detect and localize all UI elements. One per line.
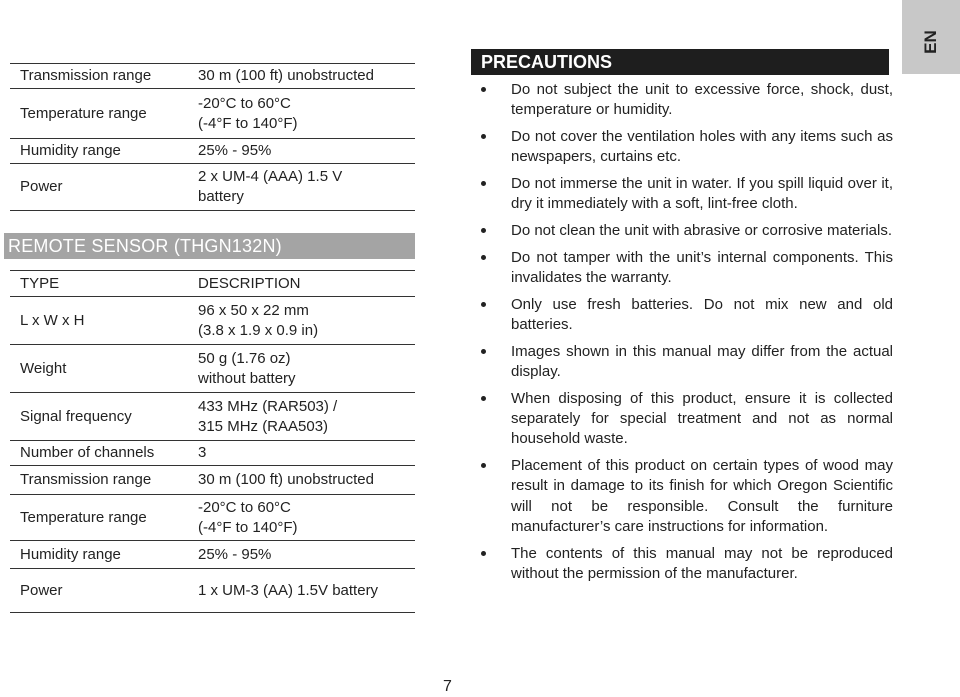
language-tab	[902, 0, 960, 74]
list-item	[481, 342, 893, 383]
spec-label: Signal frequency	[10, 393, 188, 441]
spec-value-line: 1 x UM-3 (AA) 1.5V battery	[198, 581, 379, 599]
spec-value	[188, 569, 415, 613]
spec-value	[188, 89, 415, 139]
spec-value	[188, 466, 415, 495]
precaution-text: Placement of this product on certain types of wood may result in damage to its finish for which Oregon Scientific will not be responsible. Consult the furniture manufacturer’s care instructions for information.	[511, 457, 893, 536]
list-item	[481, 80, 893, 121]
page-number: 7	[443, 678, 452, 695]
list-item	[481, 295, 893, 336]
bullet-icon	[481, 349, 486, 354]
table-row	[10, 466, 415, 495]
spec-value-line: 3	[198, 444, 207, 461]
spec-value-line: (3.8 x 1.9 x 0.9 in)	[198, 321, 319, 339]
list-item	[481, 174, 893, 215]
spec-label: Number of channels	[10, 441, 188, 466]
spec-value-line: -20°C to 60°C	[198, 94, 291, 112]
table-row	[10, 495, 415, 541]
table-row	[10, 164, 415, 211]
spec-value	[188, 297, 415, 345]
spec-value-line: 2 x UM-4 (AAA) 1.5 V	[198, 168, 343, 185]
precaution-text: Do not clean the unit with abrasive or corrosive materials.	[511, 222, 893, 239]
spec-value-line: 96 x 50 x 22 mm	[198, 301, 309, 319]
spec-value-line: 30 m (100 ft) unobstructed	[198, 67, 374, 84]
top-spec-table	[10, 63, 415, 211]
precaution-text: The contents of this manual may not be reproduced without the permission of the manufacturer.	[511, 544, 893, 583]
precaution-text: Do not immerse the unit in water. If you spill liquid over it, dry it immediately with a soft, lint-free cloth.	[511, 175, 893, 213]
precautions-heading: PRECAUTIONS	[471, 49, 889, 75]
spec-label: Transmission range	[10, 64, 188, 89]
spec-value-line: without battery	[198, 369, 296, 387]
bullet-icon	[481, 181, 486, 186]
table-row	[10, 541, 415, 569]
list-item	[481, 127, 893, 168]
spec-value-line: 30 m (100 ft) unobstructed	[198, 471, 374, 488]
spec-value	[188, 139, 415, 164]
table-row	[10, 64, 415, 89]
table-row	[10, 393, 415, 441]
bullet-icon	[481, 302, 486, 307]
precaution-text: When disposing of this product, ensure it is collected separately for special treatment and not as normal household waste.	[511, 389, 893, 448]
bullet-icon	[481, 134, 486, 139]
precaution-text: Do not subject the unit to excessive force, shock, dust, temperature or humidity.	[511, 81, 893, 119]
table-row	[10, 297, 415, 345]
spec-label: Power	[10, 164, 188, 211]
precaution-text: Do not cover the ventilation holes with any items such as newspapers, curtains etc.	[511, 128, 893, 166]
spec-value-line: (-4°F to 140°F)	[198, 518, 298, 536]
spec-value-line: 25% - 95%	[198, 142, 272, 159]
spec-value	[188, 393, 415, 441]
table-row	[10, 569, 415, 613]
bullet-icon	[481, 551, 486, 556]
spec-label: Humidity range	[10, 541, 188, 569]
table-row	[10, 441, 415, 466]
table-row	[10, 139, 415, 164]
spec-value	[188, 541, 415, 569]
list-item	[481, 221, 893, 241]
language-tab-label: EN	[921, 30, 940, 54]
precaution-text: Do not tamper with the unit’s internal components. This invalidates the warranty.	[511, 248, 893, 286]
spec-value-line: 50 g (1.76 oz)	[198, 349, 291, 367]
spec-label: Weight	[10, 345, 188, 393]
list-item	[481, 544, 893, 585]
spec-label: Humidity range	[10, 139, 188, 164]
spec-value-line: -20°C to 60°C	[198, 498, 291, 516]
spec-label: L x W x H	[10, 297, 188, 345]
remote-sensor-heading: REMOTE SENSOR (THGN132N)	[4, 233, 415, 259]
spec-value-line: 25% - 95%	[198, 545, 272, 563]
spec-value-line: battery	[198, 188, 244, 205]
table-header-row	[10, 271, 415, 297]
spec-label: Temperature range	[10, 495, 188, 541]
precautions-list	[481, 80, 893, 591]
spec-label: Power	[10, 569, 188, 613]
list-item	[481, 456, 893, 538]
list-item	[481, 248, 893, 289]
table-row	[10, 345, 415, 393]
list-item	[481, 389, 893, 450]
bullet-icon	[481, 396, 486, 401]
spec-value	[188, 495, 415, 541]
precaution-text: Images shown in this manual may differ from the actual display.	[511, 342, 893, 380]
spec-value-line: (-4°F to 140°F)	[198, 114, 298, 132]
precaution-text: Only use fresh batteries. Do not mix new and old batteries.	[511, 295, 893, 333]
spec-label: Temperature range	[10, 89, 188, 139]
spec-value	[188, 441, 415, 466]
spec-label: Transmission range	[10, 466, 188, 495]
bullet-icon	[481, 255, 486, 260]
spec-value-line: 315 MHz (RAA503)	[198, 417, 329, 435]
spec-value-line: 433 MHz (RAR503) /	[198, 397, 338, 415]
col-description-header: DESCRIPTION	[188, 271, 415, 297]
bullet-icon	[481, 87, 486, 92]
spec-value	[188, 64, 415, 89]
spec-value	[188, 164, 415, 211]
table-row	[10, 89, 415, 139]
bullet-icon	[481, 228, 486, 233]
bullet-icon	[481, 463, 486, 468]
spec-value	[188, 345, 415, 393]
remote-sensor-table	[10, 270, 415, 613]
col-type-header: TYPE	[10, 271, 188, 297]
